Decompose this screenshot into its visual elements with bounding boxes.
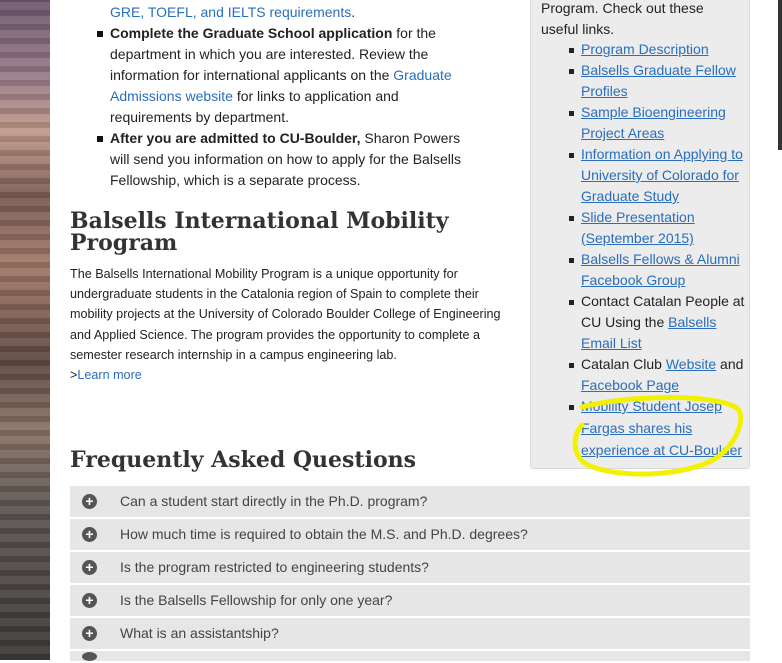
- plus-circle-icon: +: [82, 593, 97, 608]
- plus-circle-icon: +: [82, 527, 97, 542]
- mobility-student-link[interactable]: Mobility Student Josep Fargas shares his experience at CU-Boulder: [581, 398, 743, 458]
- step-bold: After you are admitted to CU-Boulder,: [110, 130, 361, 146]
- background-photo: [0, 0, 50, 660]
- email-list-link[interactable]: Balsells Email List: [581, 314, 717, 351]
- step-after-admission: After you are admitted to CU-Boulder, Sharon Powers will send you information on how to apply for the Balsells Fellowship, which is a separate process.: [110, 128, 480, 191]
- list-item: [581, 144, 746, 207]
- faq-question: Is the program restricted to engineering students?: [120, 559, 429, 575]
- faq-item[interactable]: [70, 486, 750, 517]
- faq-question: Can a student start directly in the Ph.D. program?: [120, 493, 428, 509]
- sidebar-intro: Program. Check out these useful links.: [541, 0, 704, 37]
- faq-question: Is the Balsells Fellowship for only one year?: [120, 592, 393, 608]
- sidebar-link-list: [581, 39, 746, 462]
- step-graduate-application: Complete the Graduate School application for the department in which you are interested. Review the information for international applicants on the Graduate Admissions website for links to application and requirements by department.: [110, 23, 480, 128]
- faq-item[interactable]: [70, 552, 750, 583]
- graduate-admissions-link[interactable]: Graduate Admissions website: [110, 67, 452, 104]
- application-steps: [110, 2, 480, 191]
- bioengineering-projects-link[interactable]: Sample Bioengineering Project Areas: [581, 104, 726, 141]
- list-item: [581, 207, 746, 249]
- list-item: Catalan Club Website and Facebook Page: [581, 354, 746, 396]
- list-item: Contact Catalan People at CU Using the Balsells Email List: [581, 291, 746, 354]
- faq-item[interactable]: [70, 585, 750, 616]
- faq-item[interactable]: [70, 618, 750, 649]
- plus-circle-icon: +: [82, 560, 97, 575]
- plus-circle-icon: +: [82, 626, 97, 641]
- plus-circle-icon: +: [82, 494, 97, 509]
- faq-heading: Frequently Asked Questions: [70, 447, 417, 473]
- facebook-group-link[interactable]: Balsells Fellows & Alumni Facebook Group: [581, 251, 740, 288]
- step-gre-line: GRE, TOEFL, and IELTS requirements.: [110, 4, 356, 20]
- club-website-link[interactable]: Website: [665, 356, 717, 372]
- faq-item[interactable]: [70, 519, 750, 550]
- list-item: [581, 39, 746, 60]
- faq-question: What is an assistantship?: [120, 625, 279, 641]
- gre-toefl-link[interactable]: GRE, TOEFL, and IELTS requirements: [110, 4, 352, 20]
- slide-presentation-link[interactable]: Slide Presentation (September 2015): [581, 209, 695, 246]
- faq-question: How much time is required to obtain the M.S. and Ph.D. degrees?: [120, 526, 528, 542]
- step-bold: Complete the Graduate School application: [110, 25, 393, 41]
- fellow-profiles-link[interactable]: Balsells Graduate Fellow Profiles: [581, 62, 736, 99]
- mobility-paragraph: The Balsells International Mobility Program is a unique opportunity for undergraduate students in the Catalonia region of Spain to complete their mobility projects at the University of Colorado Boulder College of Engineering and Applied Science. The program provides the opportunity to complete a semester research internship in a campus engineering lab. >Learn more: [70, 267, 501, 383]
- list-item: [581, 396, 746, 462]
- useful-links-sidebar: [530, 0, 750, 469]
- program-description-link[interactable]: Program Description: [581, 41, 709, 57]
- page-edge: [778, 0, 782, 150]
- learn-more-link[interactable]: Learn more: [77, 368, 142, 383]
- list-item: [581, 60, 746, 102]
- faq-accordion: [70, 486, 750, 663]
- list-item: [581, 249, 746, 291]
- club-facebook-link[interactable]: Facebook Page: [581, 377, 680, 393]
- applying-info-link[interactable]: Information on Applying to University of Colorado for Graduate Study: [581, 146, 743, 204]
- mobility-heading: Balsells International Mobility Program: [70, 208, 449, 256]
- list-item: [581, 102, 746, 144]
